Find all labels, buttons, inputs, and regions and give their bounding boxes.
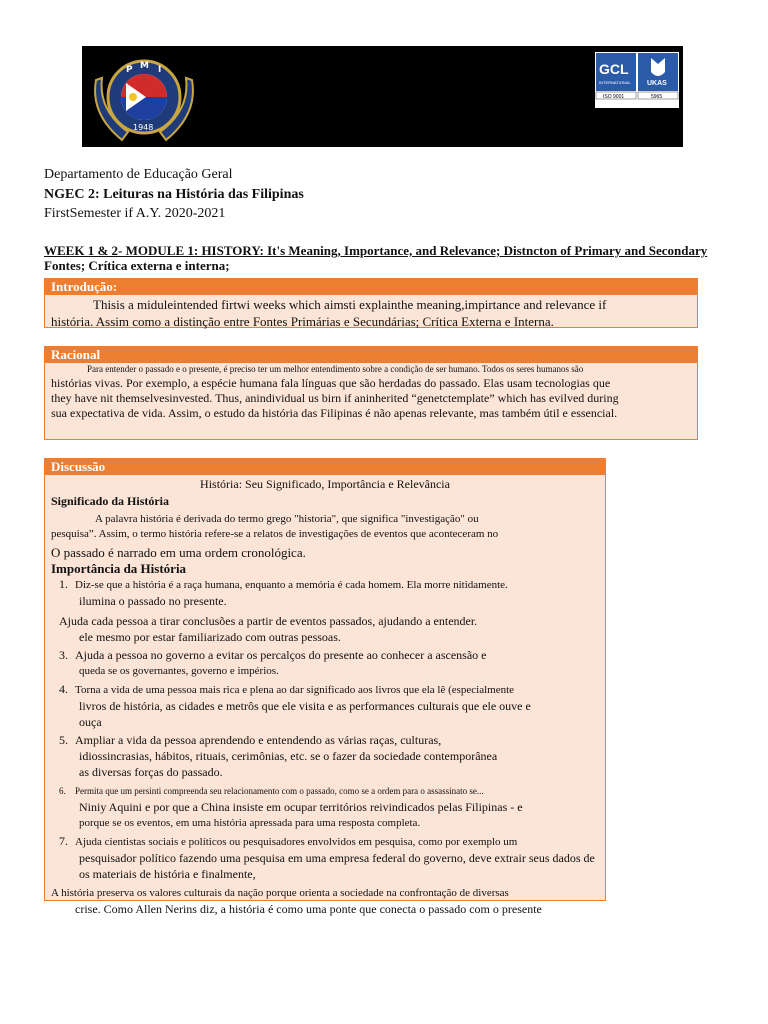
module-title-line1: WEEK 1 & 2- MODULE 1: HISTORY: It's Meaning, Importance, and Relevance; Distncton of Primary and Secondary [44,243,708,258]
importancia-heading: Importância da História [51,561,187,576]
iso-text: ISO 9001 [603,94,625,100]
course-title: NGEC 2: Leituras na História das Filipinas [44,187,304,202]
header-banner [82,46,683,147]
discussao-title: Discussão [45,459,605,475]
racional-line1: Para entender o passado e o presente, é preciso ter um melhor entendimento sobre a condição de ser humano. Todos os seres humanos são [87,364,584,374]
introducao-line2: história. Assim como a distinção entre Fontes Primárias e Secundárias; Crítica Externa e Interna. [51,314,554,329]
gcl-subtext: INTERNATIONAL [599,80,631,85]
list-item: 4. Torna a vida de uma pessoa mais rica e plena ao dar significado aos livros que ela lê (especialmente livros de história, as cidades e metrôs que ele visita e as performances culturais que ele ouve e ouça [59,682,531,729]
introducao-line1: Thisis a miduleintended firtwi weeks which aimsti explainthe meaning,impirtance and relevance if [93,297,607,312]
ukas-text: UKAS [647,80,667,87]
importancia-list [45,576,607,917]
significado-line3: O passado é narrado em uma ordem cronológica. [51,545,306,560]
introducao-section [44,278,698,328]
pmi-anchor-seal-icon [88,50,200,144]
list-item: A história preserva os valores culturais da nação porque orienta a sociedade na confrontação de diversas crise. Como Allen Nerins diz, a história é como uma ponte que conecta o passado com o presente [51,887,542,916]
discussao-subtitle: História: Seu Significado, Importância e Relevância [200,477,450,491]
discussao-section [44,458,606,916]
seal-letter-i: I [158,65,162,75]
list-item: 3. Ajuda a pessoa no governo a evitar os percalços do presente ao conhecer a ascensão e queda se os governantes, governo e impérios. [59,648,487,677]
seal-letter-p: P [126,65,133,75]
module-title [44,243,744,273]
list-item: 5. Ampliar a vida da pessoa aprendendo e entendendo as várias raças, culturas, idiossincrasias, hábitos, rituais, cerimônias, etc. se o fazer da sociedade contemporânea as diversas forças do passado. [59,733,498,779]
racional-line4: sua expectativa de vida. Assim, o estudo da história das Filipinas é não apenas relevante, mas também útil e essencial. [51,406,618,420]
module-title-line2: Fontes; Crítica externa e interna; [44,258,230,273]
list-item: 7. Ajuda cientistas sociais e políticos ou pesquisadores envolvidos em pesquisa, como por exemplo um pesquisador político fazendo uma pesquisa em uma empresa federal do governo, deve extrair seus dados de os materiais de história e finalmente, [59,834,595,881]
significado-line1: A palavra história é derivada do termo grego "historia", que significa "investigação" ou [95,513,479,525]
list-item: 1. Diz-se que a história é a raça humana, enquanto a memória é cada homem. Ela morre nitidamente. ilumina o passado no presente. [59,577,508,608]
significado-heading: Significado da História [51,494,170,508]
significado-line2: pesquisa”. Assim, o termo história refere-se a relatos de investigações de eventos que aconteceram no [51,528,499,540]
semester-line: FirstSemester if A.Y. 2020-2021 [44,206,226,221]
racional-section [44,346,698,440]
introducao-title: Introdução: [45,279,697,295]
ukas-number: 5965 [651,94,663,100]
racional-line3: they have nit themselvesinvested. Thus, anindividual us birn if aninherited “genetctemplate” which has evilved during [51,391,619,405]
registration-number: Registration No. 16Q13024 [606,100,668,106]
seal-year: 1948 [133,123,154,132]
list-item: Ajuda cada pessoa a tirar conclusões a partir de eventos passados, ajudando a entender. ele mesmo por estar familiarizado com outras pessoas. [59,614,478,644]
list-item: 6. Permita que um persinti compreenda seu relacionamento com o passado, como se a ordem para o assassinato se... Niniy Aquini e por que a China insiste em ocupar territórios reivindicados pelas Filipinas - e porque se os eventos, em uma história apressada para uma resposta completa. [59,786,523,829]
department-name: Departamento de Educação Geral [44,167,233,182]
racional-title: Racional [45,347,697,363]
racional-line2: histórias vivas. Por exemplo, a espécie humana fala línguas que são herdadas do passado. Elas usam tecnologias que [51,376,611,390]
seal-letter-m: M [140,61,149,71]
gcl-text: GCL [599,61,629,77]
